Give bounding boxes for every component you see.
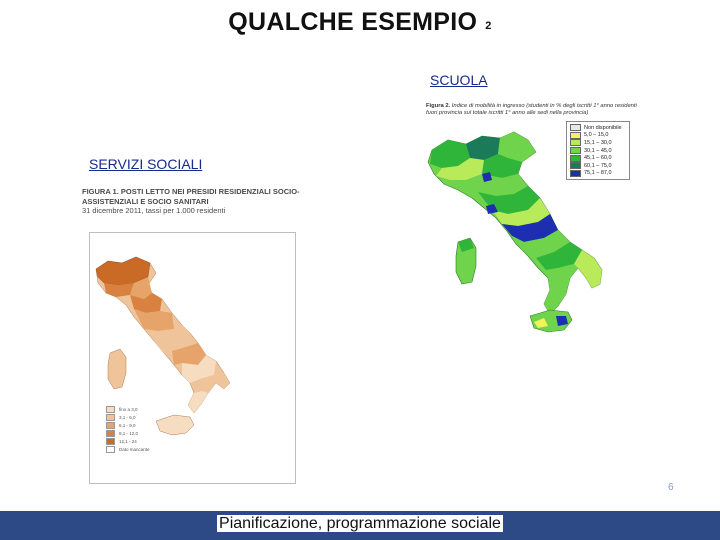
figure-right-caption: [426, 103, 651, 117]
legend-item: 45,1 – 60,0: [570, 154, 626, 162]
legend-swatch: [106, 430, 115, 437]
page-number: 6: [668, 482, 674, 493]
figure-right-caption-line1: Indice di mobilità in ingresso (studenti in % degli iscritti 1° anno residenti: [450, 103, 637, 109]
legend-item: 12,1 - 24: [106, 437, 150, 445]
legend-item: 5,0 – 15,0: [570, 132, 626, 140]
legend-swatch: [570, 155, 581, 162]
legend-item: 3,1 - 6,0: [106, 413, 150, 421]
figure-left-caption-line2: ASSISTENZIALI E SOCIO SANITARI: [82, 196, 209, 206]
figure-right-caption-line2: fuori provincia sul totale iscritti 1° anno alle sedi nella provincia): [426, 110, 589, 116]
legend-item: Non disponibile: [570, 124, 626, 132]
legend-swatch: [570, 147, 581, 154]
legend-swatch: [570, 132, 581, 139]
legend-item: 15,1 – 30,0: [570, 139, 626, 147]
legend-swatch: [106, 422, 115, 429]
figure-left-caption: [82, 187, 302, 216]
figure-right-legend: [566, 121, 630, 180]
legend-swatch: [570, 170, 581, 177]
legend-item: 6,1 - 9,0: [106, 421, 150, 429]
legend-swatch: [570, 139, 581, 146]
legend-swatch: [570, 162, 581, 169]
legend-item: 30,1 – 45,0: [570, 147, 626, 155]
legend-swatch: [106, 438, 115, 445]
legend-item: 75,1 – 87,0: [570, 170, 626, 178]
slide-title-subscript: 2: [485, 20, 492, 32]
figure-left-caption-line3: 31 dicembre 2011, tassi per 1.000 residenti: [82, 206, 226, 215]
figure-left-caption-line1: FIGURA 1. POSTI LETTO NEI PRESIDI RESIDENZIALI SOCIO-: [82, 187, 300, 196]
servizi-sociali-link[interactable]: SERVIZI SOCIALI: [89, 156, 203, 172]
slide-title: QUALCHE ESEMPIO $_2$: [228, 8, 492, 36]
legend-item: 60,1 – 75,0: [570, 162, 626, 170]
legend-item: Dato mancante: [106, 445, 150, 453]
scuola-link[interactable]: SCUOLA: [430, 72, 488, 88]
figure-left-legend: [106, 405, 150, 453]
servizi-sociali-map: [89, 232, 296, 484]
legend-item: 9,1 - 12,0: [106, 429, 150, 437]
legend-item: fino a 3,0: [106, 405, 150, 413]
legend-swatch: [106, 406, 115, 413]
legend-swatch: [106, 414, 115, 421]
figure-right-caption-label: Figura 2.: [426, 103, 451, 109]
legend-swatch: [106, 446, 115, 453]
legend-swatch: [570, 124, 581, 131]
footer-text: Pianificazione, programmazione sociale: [219, 515, 501, 532]
